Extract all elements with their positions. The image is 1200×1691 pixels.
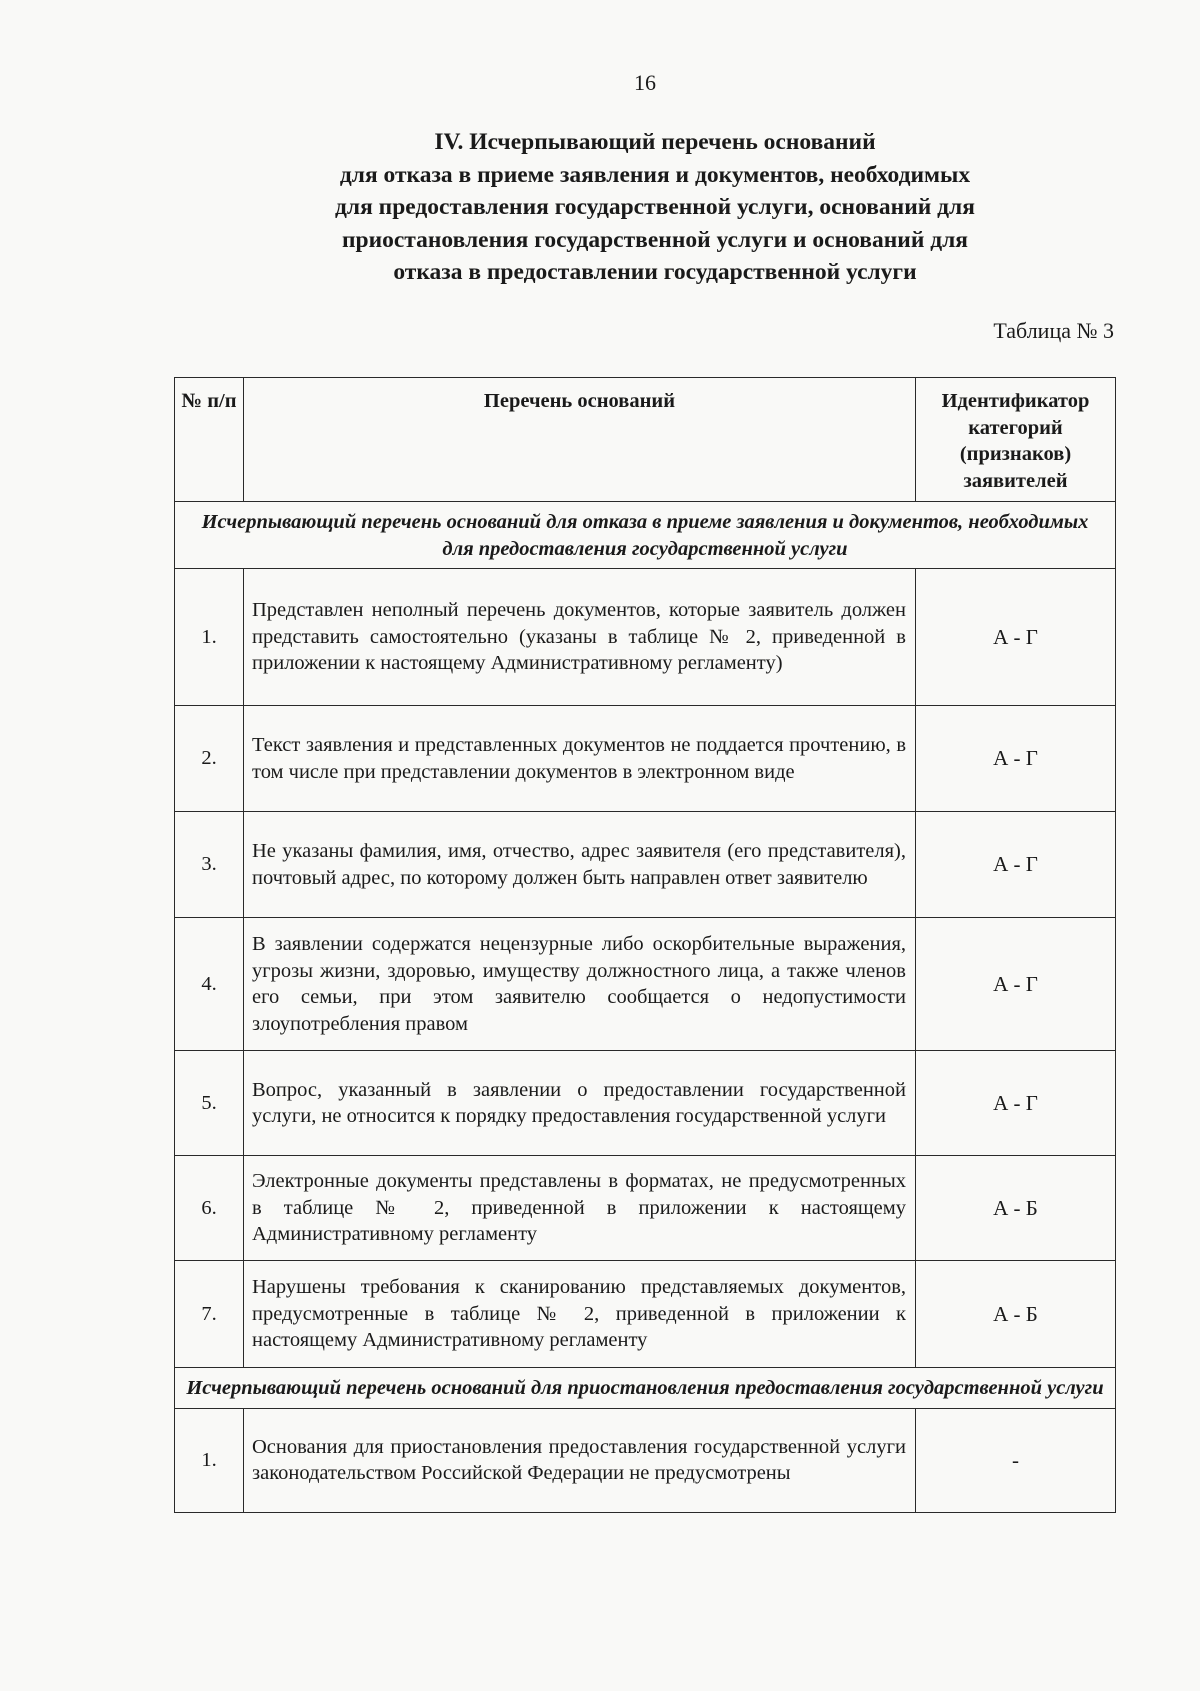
table-row (175, 1051, 1116, 1156)
row-identifier: А - Г (916, 569, 1116, 706)
row-text: Нарушены требования к сканированию представляемых документов, предусмотренные в таблице № 2, приведенной в приложении к настоящему Административному регламенту (244, 1261, 916, 1368)
header-identifier: Идентификатор категорий (признаков) заявителей (916, 378, 1116, 502)
row-number: 2. (175, 706, 244, 812)
row-number: 3. (175, 812, 244, 918)
page-number: 16 (634, 70, 656, 95)
row-text: Текст заявления и представленных документов не поддается прочтению, в том числе при представлении документов в электронном виде (244, 706, 916, 812)
table-row (175, 812, 1116, 918)
header-number: № п/п (175, 378, 244, 502)
heading-line: для предоставления государственной услуги, оснований для (335, 194, 975, 220)
header-reasons: Перечень оснований (244, 378, 916, 502)
row-number: 1. (175, 569, 244, 706)
row-number: 1. (175, 1408, 244, 1512)
heading-line: IV. Исчерпывающий перечень оснований (434, 129, 876, 155)
row-number: 6. (175, 1156, 244, 1261)
table-row (175, 1408, 1116, 1512)
table-row (175, 918, 1116, 1051)
row-number: 4. (175, 918, 244, 1051)
row-text: Электронные документы представлены в форматах, не предусмотренных в таблице № 2, приведенной в приложении к настоящему Административному регламенту (244, 1156, 916, 1261)
row-text: В заявлении содержатся нецензурные либо оскорбительные выражения, угрозы жизни, здоровью, имуществу должностного лица, а также членов его семьи, при этом заявителю сообщается о недопустимости злоупотребления правом (244, 918, 916, 1051)
table-header-row (175, 378, 1116, 502)
section-heading (180, 126, 1130, 289)
table-row (175, 569, 1116, 706)
table-row (175, 1261, 1116, 1368)
heading-line: для отказа в приеме заявления и документов, необходимых (339, 161, 971, 188)
grounds-table (174, 377, 1116, 1513)
row-identifier: А - Г (916, 812, 1116, 918)
section-row (175, 1368, 1116, 1409)
row-identifier: А - Г (916, 1051, 1116, 1156)
table-row (175, 706, 1116, 812)
row-text: Вопрос, указанный в заявлении о предоставлении государственной услуги, не относится к порядку предоставления государственной услуги (244, 1051, 916, 1156)
row-identifier: - (916, 1408, 1116, 1512)
heading-line: приостановления государственной услуги и оснований для (341, 226, 969, 253)
heading-line: отказа в предоставлении государственной услуги (393, 259, 917, 285)
row-identifier: А - Г (916, 918, 1116, 1051)
section-title: Исчерпывающий перечень оснований для отказа в приеме заявления и документов, необходимых для предоставления государственной услуги (175, 502, 1116, 569)
row-number: 7. (175, 1261, 244, 1368)
row-text: Основания для приостановления предоставления государственной услуги законодательством Российской Федерации не предусмотрены (244, 1408, 916, 1512)
table-row (175, 1156, 1116, 1261)
row-identifier: А - Б (916, 1156, 1116, 1261)
section-title: Исчерпывающий перечень оснований для приостановления предоставления государственной услуги (175, 1368, 1116, 1409)
row-text: Представлен неполный перечень документов, которые заявитель должен представить самостоятельно (указаны в таблице № 2, приведенной в приложении к настоящему Административному регламенту) (244, 569, 916, 706)
row-number: 5. (175, 1051, 244, 1156)
row-identifier: А - Г (916, 706, 1116, 812)
row-identifier: А - Б (916, 1261, 1116, 1368)
table-caption: Таблица № 3 (993, 318, 1114, 343)
row-text: Не указаны фамилия, имя, отчество, адрес заявителя (его представителя), почтовый адрес, по которому должен быть направлен ответ заявителю (244, 812, 916, 918)
section-row (175, 502, 1116, 569)
